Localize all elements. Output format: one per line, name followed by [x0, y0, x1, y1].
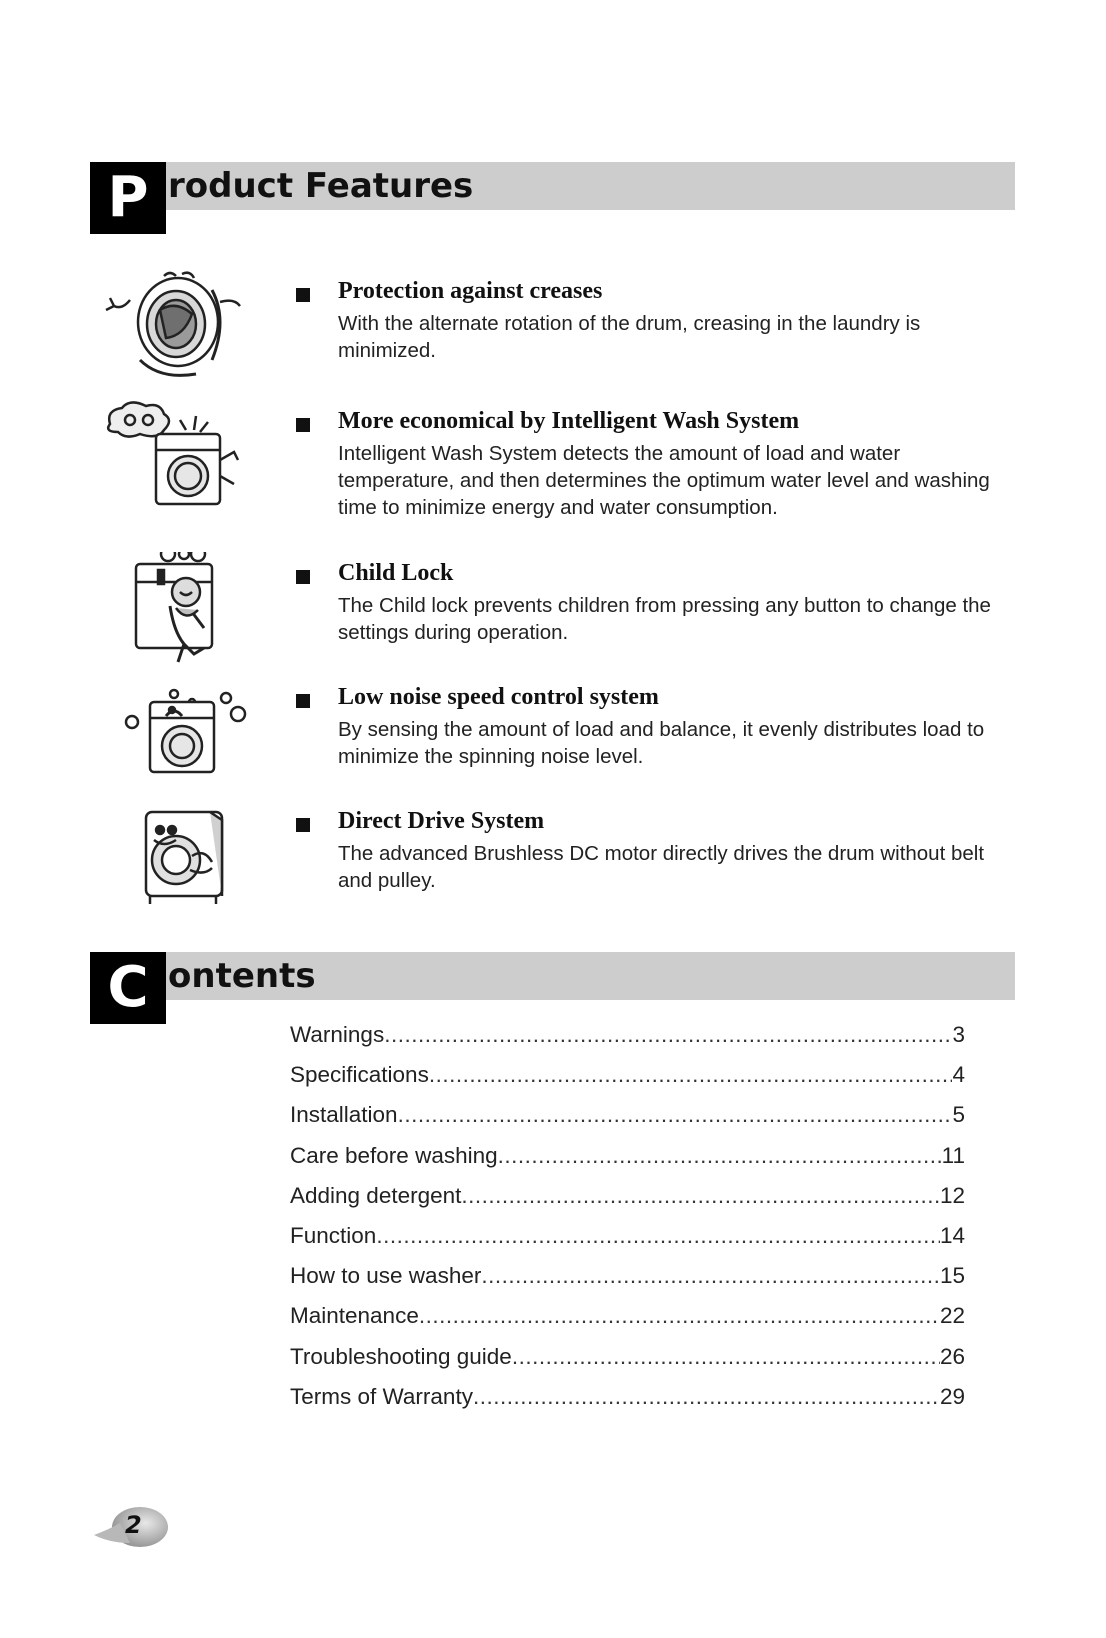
dot-leader: [429, 1062, 953, 1088]
section-title: roduct Features: [168, 166, 474, 206]
thinking-washer-icon: [100, 400, 260, 530]
dot-leader: [419, 1303, 940, 1329]
toc-entry-title: Troubleshooting guide: [290, 1343, 512, 1369]
drop-cap-letter: P: [90, 162, 166, 234]
toc-entry-title: Adding detergent: [290, 1182, 462, 1208]
toc-entry-title: How to use washer: [290, 1263, 482, 1289]
dot-leader: [473, 1384, 940, 1410]
dot-leader: [498, 1143, 942, 1169]
bullet-icon: [296, 418, 310, 432]
toc-row[interactable]: [290, 1344, 965, 1384]
direct-drive-washer-icon: [100, 800, 260, 930]
dot-leader: [461, 1183, 940, 1209]
feature-description: Intelligent Wash System detects the amount of load and water temperature, and then determines the optimum water level and washing time to minimize energy and water consumption.: [338, 442, 990, 519]
feature-title: Low noise speed control system: [338, 684, 659, 710]
toc-entry-title: Installation: [290, 1102, 398, 1128]
drop-cap-letter: C: [90, 952, 166, 1024]
feature-title: Child Lock: [338, 560, 454, 586]
child-lock-washer-icon: [100, 552, 260, 682]
feature-description: The Child lock prevents children from pressing any button to change the settings during operation.: [338, 594, 991, 644]
toc-page-number: 5: [952, 1102, 965, 1128]
toc-entry-title: Warnings: [290, 1022, 385, 1047]
feature-description: With the alternate rotation of the drum, creasing in the laundry is minimized.: [338, 312, 921, 362]
quiet-washer-icon: [100, 676, 260, 806]
dot-leader: [398, 1102, 953, 1128]
toc-row[interactable]: [290, 1384, 965, 1424]
toc-row[interactable]: [290, 1263, 965, 1303]
spinning-drum-icon: [100, 270, 260, 400]
dot-leader: [384, 1022, 952, 1048]
toc-page-number: 26: [939, 1343, 965, 1369]
toc-row[interactable]: [290, 1303, 965, 1343]
dot-leader: [512, 1344, 940, 1370]
bullet-icon: [296, 818, 310, 832]
bullet-icon: [296, 694, 310, 708]
contents-header: [90, 952, 1015, 1024]
feature-title: Direct Drive System: [338, 808, 545, 834]
toc-page-number: 3: [952, 1022, 965, 1047]
toc-page-number: 15: [939, 1263, 965, 1289]
toc-row[interactable]: [290, 1143, 965, 1183]
feature-title: More economical by Intelligent Wash System: [338, 408, 800, 434]
toc-row[interactable]: [290, 1223, 965, 1263]
table-of-contents: [290, 1022, 965, 1424]
toc-entry-title: Maintenance: [290, 1303, 419, 1329]
section-title: ontents: [168, 956, 316, 996]
toc-page-number: 4: [952, 1062, 965, 1088]
feature-description: By sensing the amount of load and balance, it evenly distributes load to minimize the spinning noise level.: [338, 718, 985, 768]
toc-page-number: 14: [939, 1222, 965, 1248]
dot-leader: [481, 1263, 940, 1289]
bullet-icon: [296, 570, 310, 584]
page-number: 2: [125, 1511, 142, 1539]
toc-entry-title: Specifications: [290, 1062, 429, 1088]
toc-row[interactable]: [290, 1022, 965, 1062]
product-features-header: [90, 162, 1015, 234]
toc-entry-title: Terms of Warranty: [290, 1383, 473, 1409]
toc-row[interactable]: [290, 1183, 965, 1223]
toc-page-number: 22: [939, 1303, 965, 1329]
toc-row[interactable]: [290, 1102, 965, 1142]
bullet-icon: [296, 288, 310, 302]
feature-title: Protection against creases: [338, 278, 603, 304]
feature-description: The advanced Brushless DC motor directly drives the drum without belt and pulley.: [338, 842, 985, 892]
toc-entry-title: Care before washing: [290, 1142, 498, 1168]
toc-page-number: 29: [939, 1383, 965, 1409]
dot-leader: [376, 1223, 940, 1249]
toc-page-number: 12: [939, 1182, 965, 1208]
toc-page-number: 11: [941, 1142, 965, 1168]
toc-row[interactable]: [290, 1062, 965, 1102]
toc-entry-title: Function: [290, 1222, 377, 1248]
